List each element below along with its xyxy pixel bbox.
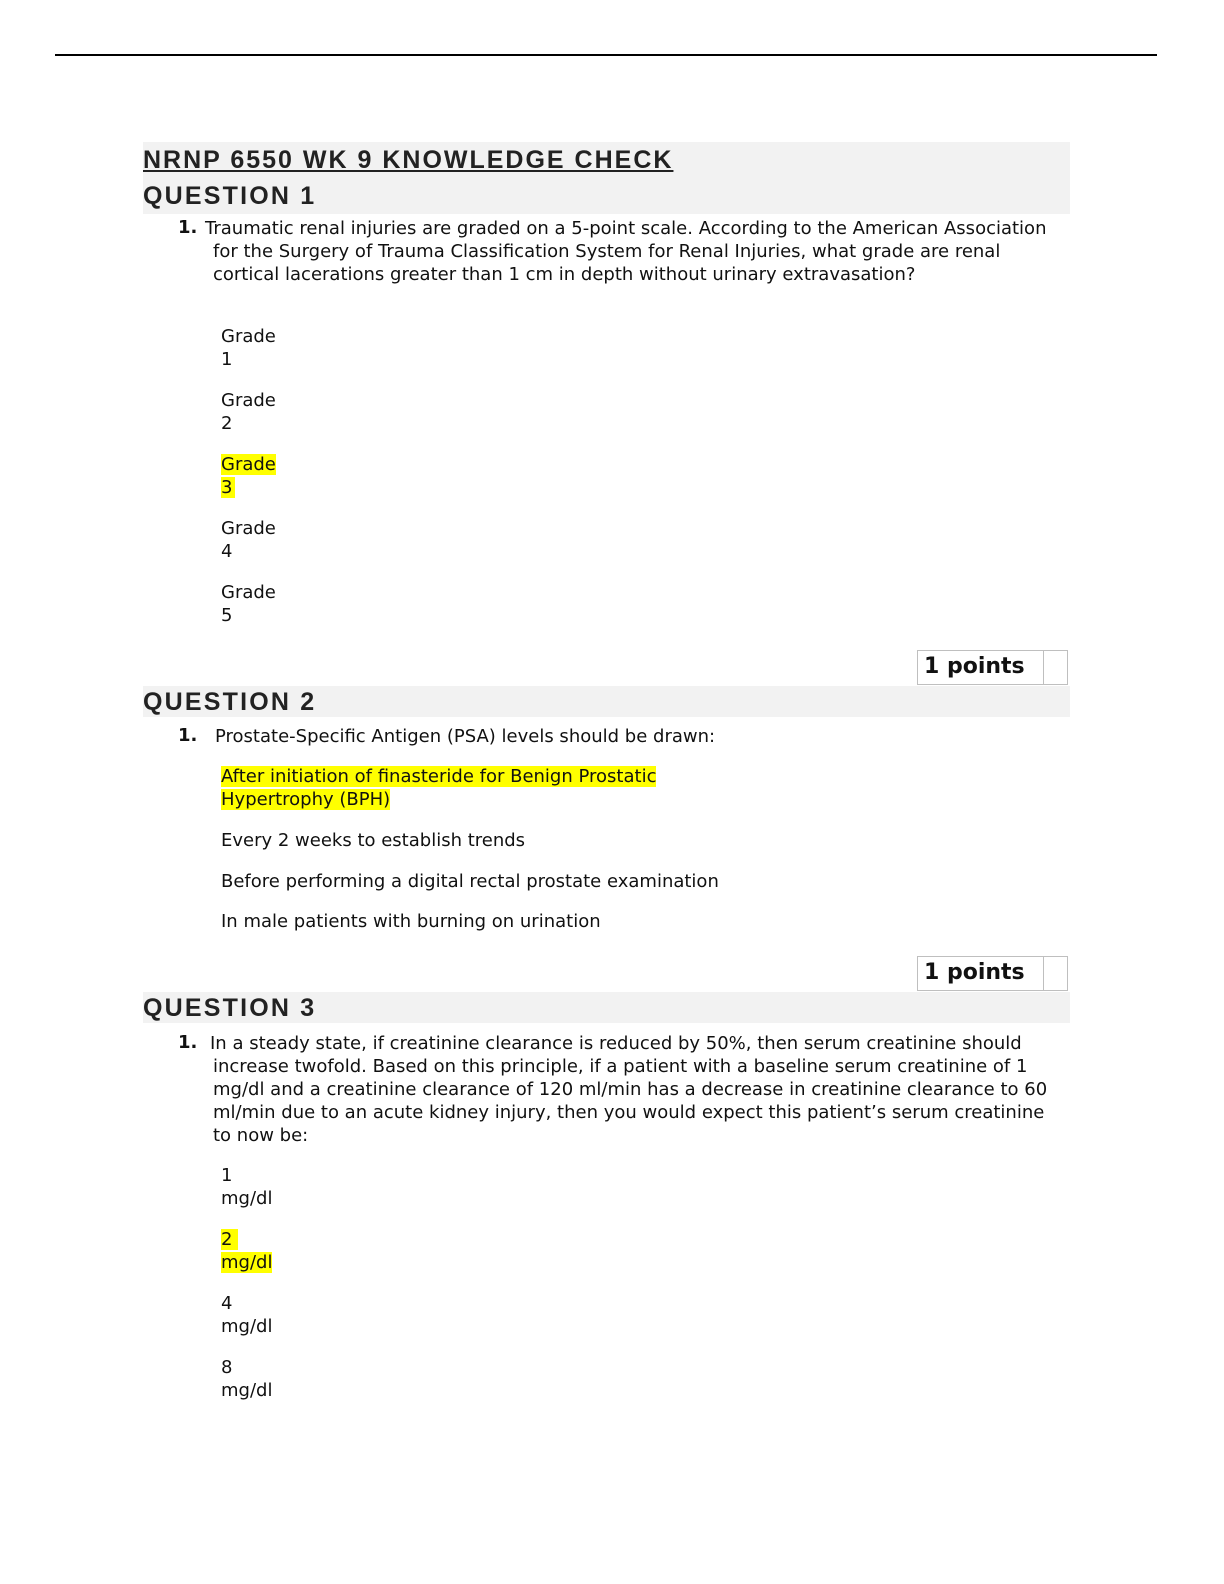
document-title: NRNP 6550 WK 9 KNOWLEDGE CHECK <box>143 146 674 174</box>
q3-option-4-line2: mg/dl <box>221 1380 273 1401</box>
q3-option-1-line2: mg/dl <box>221 1188 273 1209</box>
q1-option-3-line2: 3 <box>221 477 235 498</box>
q3-option-4-line1: 8 <box>221 1357 233 1378</box>
q2-option-3[interactable]: Before performing a digital rectal prostate examination <box>221 871 719 892</box>
q3-option-3-line1: 4 <box>221 1293 233 1314</box>
q3-option-3[interactable] <box>221 1292 272 1338</box>
question-3-text: In a steady state, if creatinine clearance is reduced by 50%, then serum creatinine should increase twofold. Based on this principle, if a patient with a baseline serum creatinine of 1 mg/dl and a creatinine clearance of 120 ml/min has a decrease in creatinine clearance to 60 ml/min due to an acute kidney injury, then you would expect this patient’s serum creatinine to now be: <box>210 1033 1048 1146</box>
q1-option-4-line1: Grade <box>221 518 276 539</box>
q3-option-1-line1: 1 <box>221 1165 233 1186</box>
question-2-points-box <box>917 956 1068 991</box>
q2-option-1-correct[interactable] <box>221 765 656 811</box>
q2-option-2[interactable]: Every 2 weeks to establish trends <box>221 830 526 851</box>
q1-option-2-line2: 2 <box>221 413 233 434</box>
q3-option-2-line1: 2 <box>221 1229 238 1250</box>
q3-option-4[interactable] <box>221 1356 272 1402</box>
q1-option-2[interactable] <box>221 389 276 435</box>
points-divider <box>1043 957 1044 990</box>
question-2-number: 1. <box>178 725 198 746</box>
question-3-number: 1. <box>178 1032 198 1053</box>
q1-option-4-line2: 4 <box>221 541 233 562</box>
question-1-heading: QUESTION 1 <box>143 182 317 210</box>
q2-option-1-line1: After initiation of finasteride for Benign Prostatic <box>221 766 657 787</box>
q1-option-3-correct[interactable] <box>221 453 276 499</box>
q1-option-1-line1: Grade <box>221 326 276 347</box>
q1-option-5-line1: Grade <box>221 582 276 603</box>
question-2-heading: QUESTION 2 <box>143 688 317 716</box>
question-1-points-box <box>917 650 1068 685</box>
points-divider <box>1043 651 1044 684</box>
q3-option-3-line2: mg/dl <box>221 1316 273 1337</box>
question-3-heading: QUESTION 3 <box>143 994 317 1022</box>
q1-option-1-line2: 1 <box>221 349 233 370</box>
question-1-points: 1 points <box>924 654 1025 679</box>
q1-option-3-line1: Grade <box>221 454 276 475</box>
q3-option-1[interactable] <box>221 1164 272 1210</box>
q1-option-4[interactable] <box>221 517 276 563</box>
question-1-number: 1. <box>178 217 198 238</box>
q3-option-2-correct[interactable] <box>221 1228 272 1274</box>
q1-option-1[interactable] <box>221 325 276 371</box>
q1-option-5[interactable] <box>221 581 276 627</box>
question-2-text: Prostate-Specific Antigen (PSA) levels should be drawn: <box>215 726 716 747</box>
q1-option-2-line1: Grade <box>221 390 276 411</box>
q1-option-5-line2: 5 <box>221 605 233 626</box>
q2-option-4[interactable]: In male patients with burning on urination <box>221 911 601 932</box>
q3-option-2-line2: mg/dl <box>221 1252 273 1273</box>
question-1-text: Traumatic renal injuries are graded on a 5-point scale. According to the American Association for the Surgery of Trauma Classification System for Renal Injuries, what grade are renal cortical lacerations greater than 1 cm in depth without urinary extravasation? <box>205 218 1047 285</box>
top-rule <box>55 54 1157 56</box>
q2-option-1-line2: Hypertrophy (BPH) <box>221 789 391 810</box>
question-2-points: 1 points <box>924 960 1025 985</box>
